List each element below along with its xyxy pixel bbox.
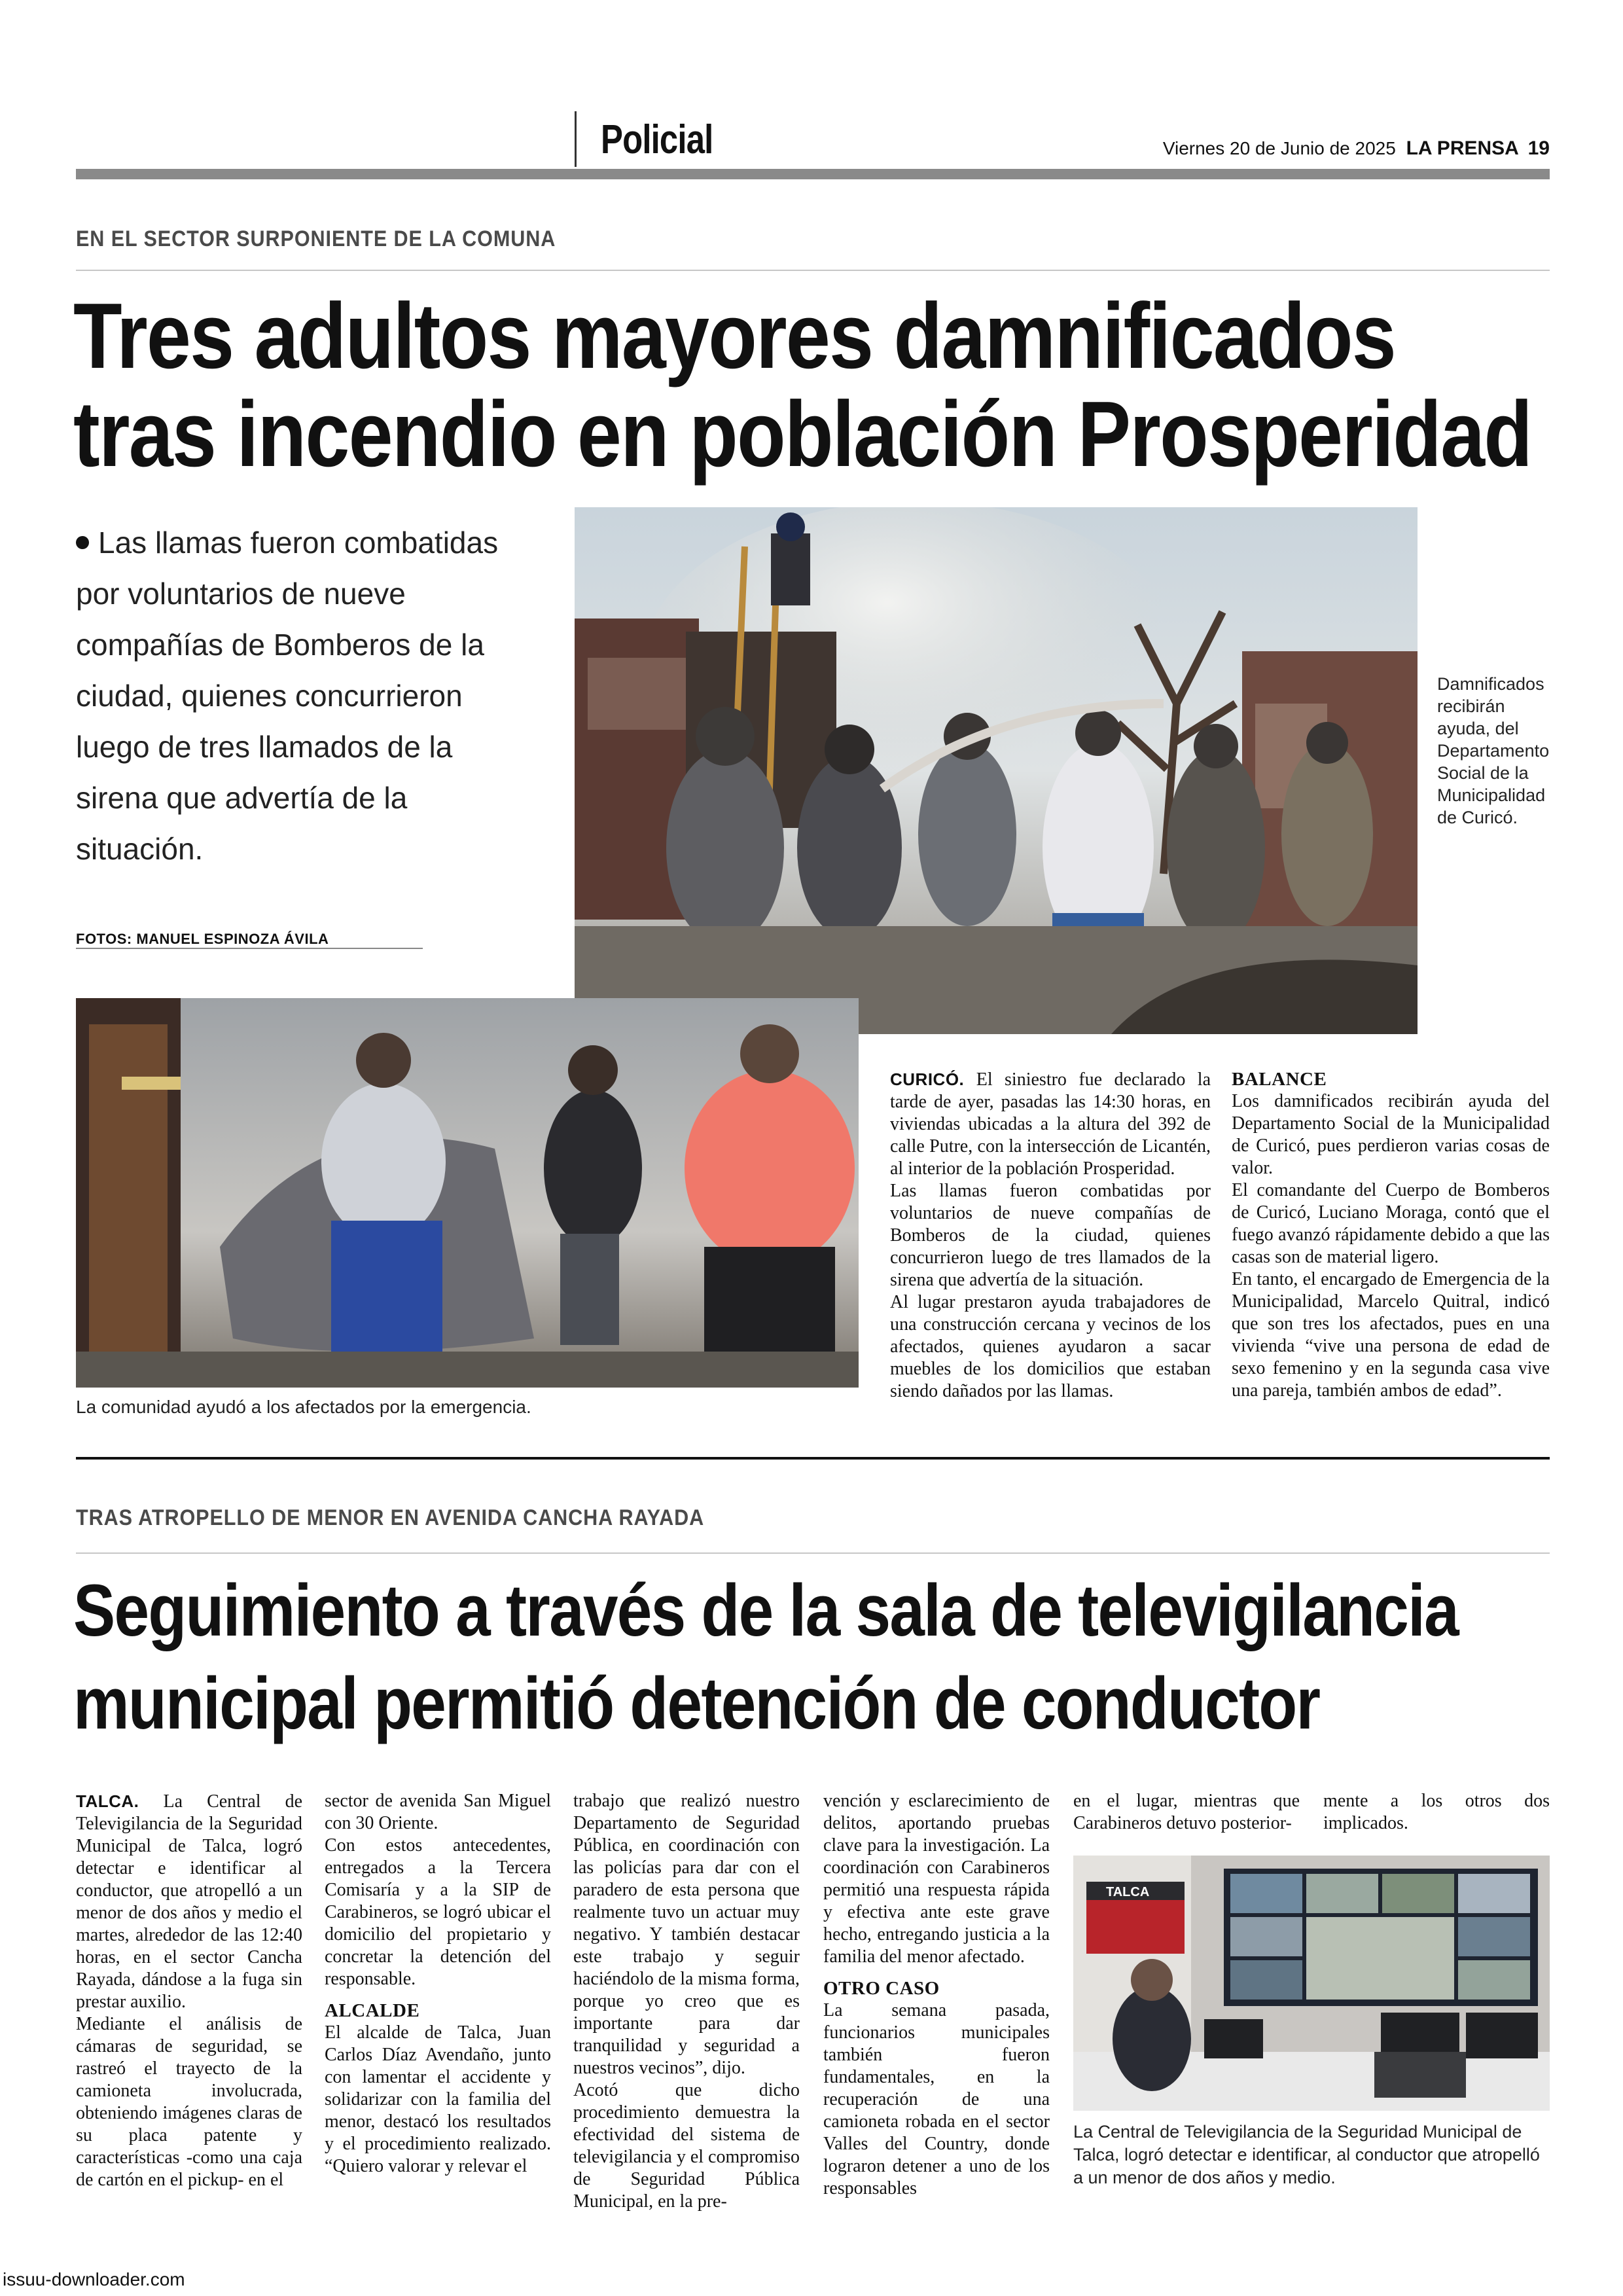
subhead-alcalde: ALCALDE <box>325 2000 420 2021</box>
watermark: issuu-downloader.com <box>3 2269 185 2289</box>
control-room-sign: TALCA <box>1106 1885 1150 1899</box>
section-title: Policial <box>601 117 713 162</box>
subhead-otro-caso: OTRO CASO <box>823 1978 940 1999</box>
paragraph-text: La Central de Televigilancia de la Seguridad Municipal de Talca, logró detectar e identificar al conductor, que atropelló a un menor de dos años y medio el martes, alrededor de las 12:40 horas, en el sector Cancha Rayada, dándose a la fuga sin prestar auxilio. <box>76 1791 302 2012</box>
fire-scene-photo <box>575 507 1418 1034</box>
photo-credit: FOTOS: MANUEL ESPINOZA ÁVILA <box>76 931 329 947</box>
paragraph: vención y esclarecimiento de delitos, aportando pruebas clave para la investigación. La coordinación con Carabineros permitió una respuesta rápida y efectiva ante este grave hecho, entregando justicia a la familia del menor afectado. <box>823 1791 1050 1967</box>
article2-body-col2 <box>325 1790 551 2178</box>
paragraph <box>76 1790 302 2013</box>
dateline: CURICÓ. <box>890 1069 965 1089</box>
section-divider <box>575 111 577 167</box>
article1-kicker: EN EL SECTOR SURPONIENTE DE LA COMUNA <box>76 226 556 251</box>
newspaper-name: LA PRENSA <box>1406 137 1519 159</box>
paragraph: Acotó que dicho procedimiento demuestra la efectividad del sistema de televigilancia y el compromiso de Seguridad Pública Municipal, en la pre- <box>573 2080 800 2212</box>
dateline: TALCA. <box>76 1791 139 1811</box>
article2-body-col3 <box>573 1790 800 2213</box>
paragraph-text: El siniestro fue declarado la tarde de ayer, pasadas las 14:30 horas, en viviendas ubicadas a la altura del 392 de calle Putre, con la intersección de Licantén, al interior de la población Prosperidad. <box>890 1069 1211 1179</box>
article1-headline-line2: tras incendio en población Prosperidad <box>73 382 1532 486</box>
article1-headline-line1: Tres adultos mayores damnificados <box>73 284 1396 388</box>
control-room-photo <box>1073 1856 1550 2111</box>
fire-scene-image <box>575 507 1418 1034</box>
paragraph: Mediante el análisis de cámaras de seguridad, se rastreó el trayecto de la camioneta involucrada, obteniendo imágenes claras de su placa patente y características -como una caja de cartón en el pickup- en el <box>76 2014 302 2190</box>
paragraph: sector de avenida San Miguel con 30 Oriente. <box>325 1791 551 1833</box>
paragraph <box>890 1068 1211 1180</box>
article1-body-col2 <box>1232 1068 1550 1402</box>
page-number: 19 <box>1527 137 1550 159</box>
caption-main-photo: Damnificados recibirán ayuda, del Departamento Social de la Municipalidad de Curicó. <box>1437 674 1550 827</box>
paragraph: En tanto, el encargado de Emergencia de la Municipalidad, Marcelo Quitral, indicó que son tres los afectados, pues en una vivienda “vive una persona de edad de sexo femenino y en la segunda casa vive una pareja, también ambos de edad”. <box>1232 1269 1550 1401</box>
article2-body-col6 <box>1323 1790 1550 1835</box>
community-help-photo <box>76 998 859 1388</box>
issue-date: Viernes 20 de Junio de 2025 <box>1162 138 1396 158</box>
photo-credit-rule <box>76 948 423 949</box>
caption-second-photo: La comunidad ayudó a los afectados por la emergencia. <box>76 1397 531 1417</box>
article2-body-col1 <box>76 1790 302 2191</box>
paragraph: Las llamas fueron combatidas por voluntarios de nueve compañías de Bomberos de la ciudad, quienes concurrieron luego de tres llamados de la sirena que advertía de la situación. <box>890 1181 1211 1290</box>
article2-kicker: TRAS ATROPELLO DE MENOR EN AVENIDA CANCHA RAYADA <box>76 1505 705 1530</box>
subhead-balance: BALANCE <box>1232 1069 1327 1090</box>
article2-body-col4 <box>823 1790 1050 2200</box>
paragraph: en el lugar, mientras que Carabineros detuvo posterior- <box>1073 1791 1300 1833</box>
paragraph: El alcalde de Talca, Juan Carlos Díaz Avendaño, junto con lamentar el accidente y solidarizar con la familia del menor, destacó los resultados y el procedimiento realizado. “Quiero valorar y relevar el <box>325 2022 551 2176</box>
header-rule <box>76 169 1550 179</box>
kicker-rule-2 <box>76 1552 1550 1554</box>
paragraph: mente a los otros dos implicados. <box>1323 1791 1550 1833</box>
bullet-icon <box>76 536 89 549</box>
paragraph: El comandante del Cuerpo de Bomberos de Curicó, Luciano Moraga, contó que el fuego avanzó rápidamente debido a que las casas son de material ligero. <box>1232 1180 1550 1267</box>
caption-control-room: La Central de Televigilancia de la Seguridad Municipal de Talca, logró detectar e identificar, al conductor que atropelló a un menor de dos años y medio. <box>1073 2122 1540 2187</box>
lead-text: Las llamas fueron combatidas por voluntarios de nueve compañías de Bomberos de la ciudad, quienes concurrieron luego de tres llamados de la sirena que advertía de la situación. <box>76 526 499 866</box>
article2-body-col5 <box>1073 1790 1300 1835</box>
article-separator <box>76 1457 1550 1460</box>
paragraph: Con estos antecedentes, entregados a la Tercera Comisaría y a la SIP de Carabineros, se logró ubicar el domicilio del propietario y concretar la detención del responsable. <box>325 1835 551 1989</box>
article2-headline-line2: municipal permitió detención de conductor <box>73 1662 1320 1744</box>
article2-headline-line1: Seguimiento a través de la sala de televigilancia <box>73 1570 1458 1651</box>
kicker-rule <box>76 270 1550 271</box>
paragraph: trabajo que realizó nuestro Departamento de Seguridad Pública, en coordinación con las policías para dar con el paradero de esta persona que realmente tuvo un actuar muy negativo. Y también destacar este trabajo y seguir haciéndolo de la misma forma, porque yo creo que es importante para dar tranquilidad y seguridad a nuestros vecinos”, dijo. <box>573 1791 800 2078</box>
community-help-image <box>76 998 859 1388</box>
control-room-image <box>1073 1856 1550 2111</box>
article1-lead <box>76 517 534 874</box>
paragraph: Los damnificados recibirán ayuda del Departamento Social de la Municipalidad de Curicó, pues perdieron varias cosas de valor. <box>1232 1091 1550 1178</box>
paragraph: Al lugar prestaron ayuda trabajadores de una construcción cercana y vecinos de los afectados, quienes ayudaron a sacar muebles de los domicilios que estaban siendo dañados por las llamas. <box>890 1292 1211 1401</box>
article1-body-col1 <box>890 1068 1211 1403</box>
publication-info <box>1163 137 1550 160</box>
paragraph: La semana pasada, funcionarios municipales también fueron fundamentales, en la recuperación de una camioneta robada en el sector Valles del Country, donde lograron detener a uno de los responsables <box>823 2000 1050 2198</box>
